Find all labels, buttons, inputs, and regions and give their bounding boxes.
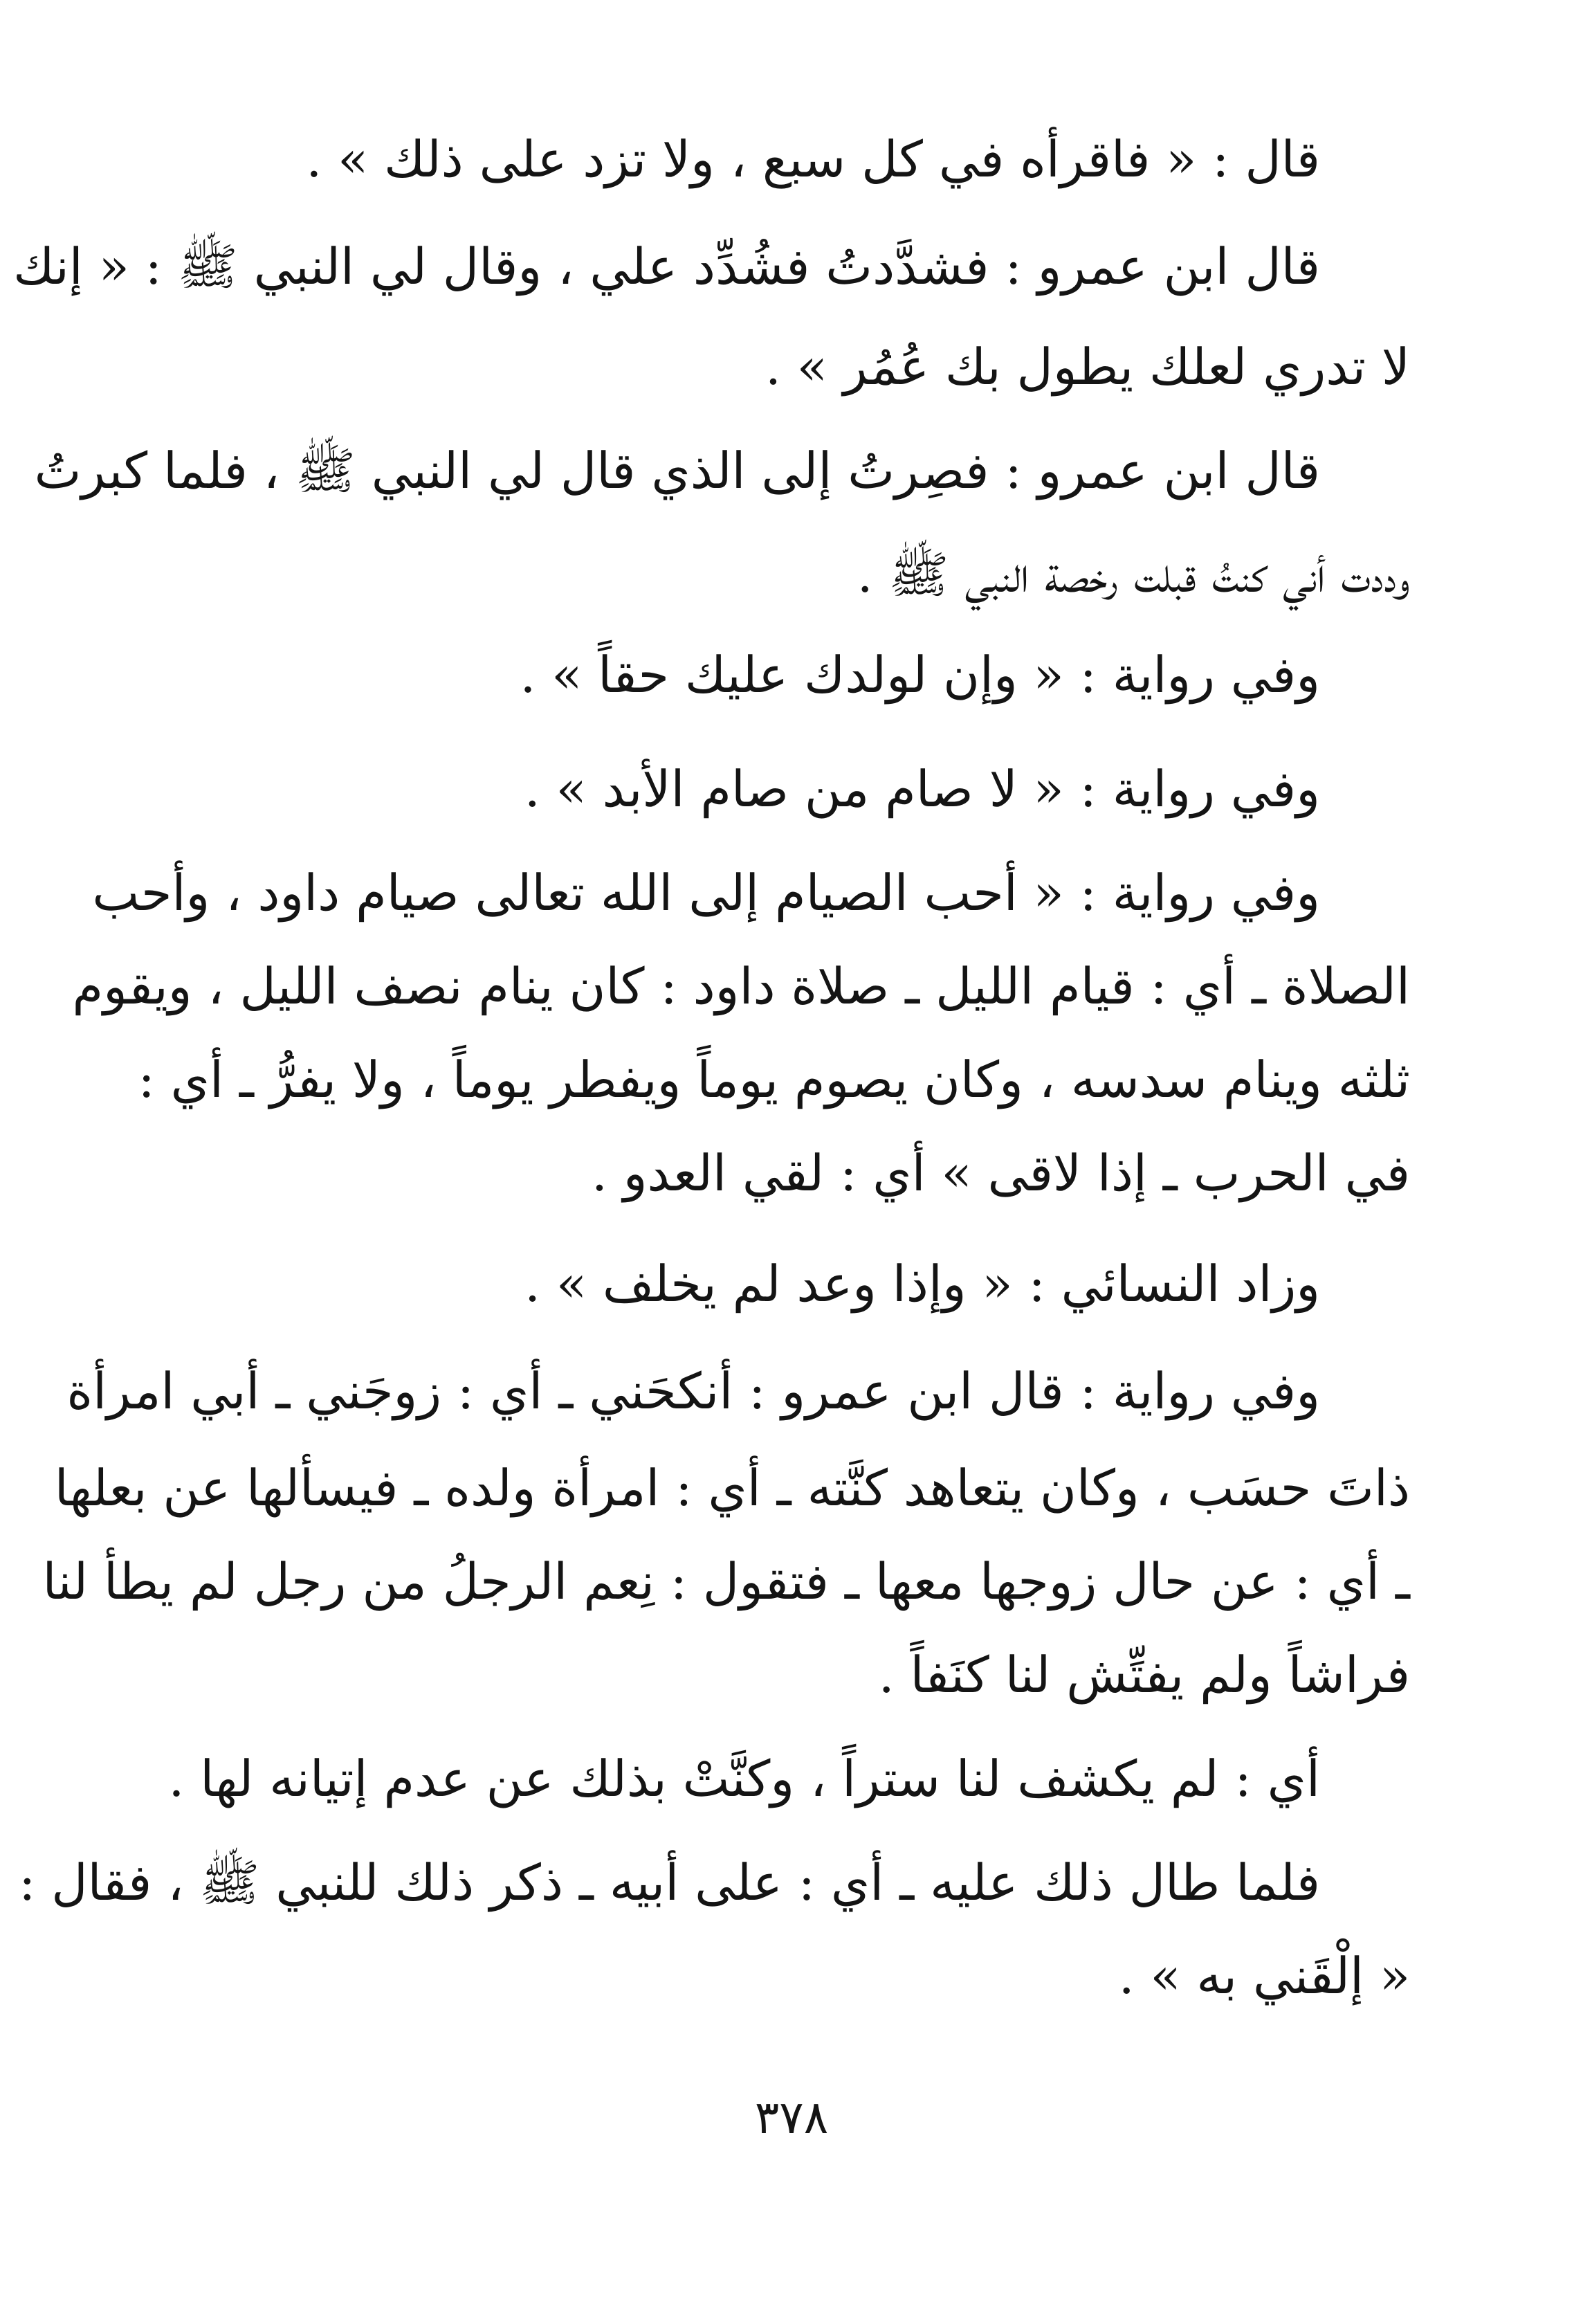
- text-line: قال ابن عمرو : فصِرتُ إلى الذي قال لي النبي ﷺ ، فلما كبرتُ: [34, 442, 1320, 500]
- text-line: وفي رواية : « وإن لولدك عليك حقاً » .: [520, 646, 1320, 704]
- text-line: في الحرب ـ إذا لاقى » أي : لقي العدو .: [591, 1144, 1410, 1202]
- text-line: فراشاً ولم يفتِّش لنا كنَفاً .: [878, 1646, 1410, 1704]
- text-line: « إلْقَني به » .: [1118, 1947, 1410, 2005]
- text-line: ثلثه وينام سدسه ، وكان يصوم يوماً ويفطر يوماً ، ولا يفرُّ ـ أي :: [138, 1051, 1410, 1109]
- text-line: الصلاة ـ أي : قيام الليل ـ صلاة داود : كان ينام نصف الليل ، ويقوم: [72, 957, 1410, 1015]
- text-line: ـ أي : عن حال زوجها معها ـ فتقول : نِعم الرجلُ من رجل لم يطأ لنا: [42, 1552, 1410, 1610]
- page-number: ٣٧٨: [754, 2091, 829, 2144]
- text-line: قال : « فاقرأه في كل سبع ، ولا تزد على ذلك » .: [306, 130, 1320, 188]
- text-line: فلما طال ذلك عليه ـ أي : على أبيه ـ ذكر ذلك للنبي ﷺ ، فقال :: [19, 1853, 1320, 1912]
- text-line: وفي رواية : « أحب الصيام إلى الله تعالى صيام داود ، وأحب: [92, 864, 1320, 922]
- text-line: لا تدري لعلك يطول بك عُمُر » .: [765, 338, 1410, 396]
- text-line: وزاد النسائي : « وإذا وعد لم يخلف » .: [524, 1255, 1320, 1313]
- text-line: وفي رواية : « لا صام من صام الأبد » .: [524, 760, 1320, 818]
- text-line: ذاتَ حسَب ، وكان يتعاهد كنَّته ـ أي : امرأة ولده ـ فيسألها عن بعلها: [54, 1459, 1410, 1517]
- text-line: وفي رواية : قال ابن عمرو : أنكحَني ـ أي : زوجَني ـ أبي امرأة: [66, 1362, 1320, 1420]
- text-line: أي : لم يكشف لنا ستراً ، وكنَّتْ بذلك عن عدم إتيانه لها .: [168, 1750, 1320, 1808]
- text-line: وددت أني كنتُ قبلت رخصة النبي ﷺ .: [857, 545, 1410, 603]
- text-line: قال ابن عمرو : فشدَّدتُ فشُدِّد علي ، وقال لي النبي ﷺ : « إنك: [13, 237, 1320, 296]
